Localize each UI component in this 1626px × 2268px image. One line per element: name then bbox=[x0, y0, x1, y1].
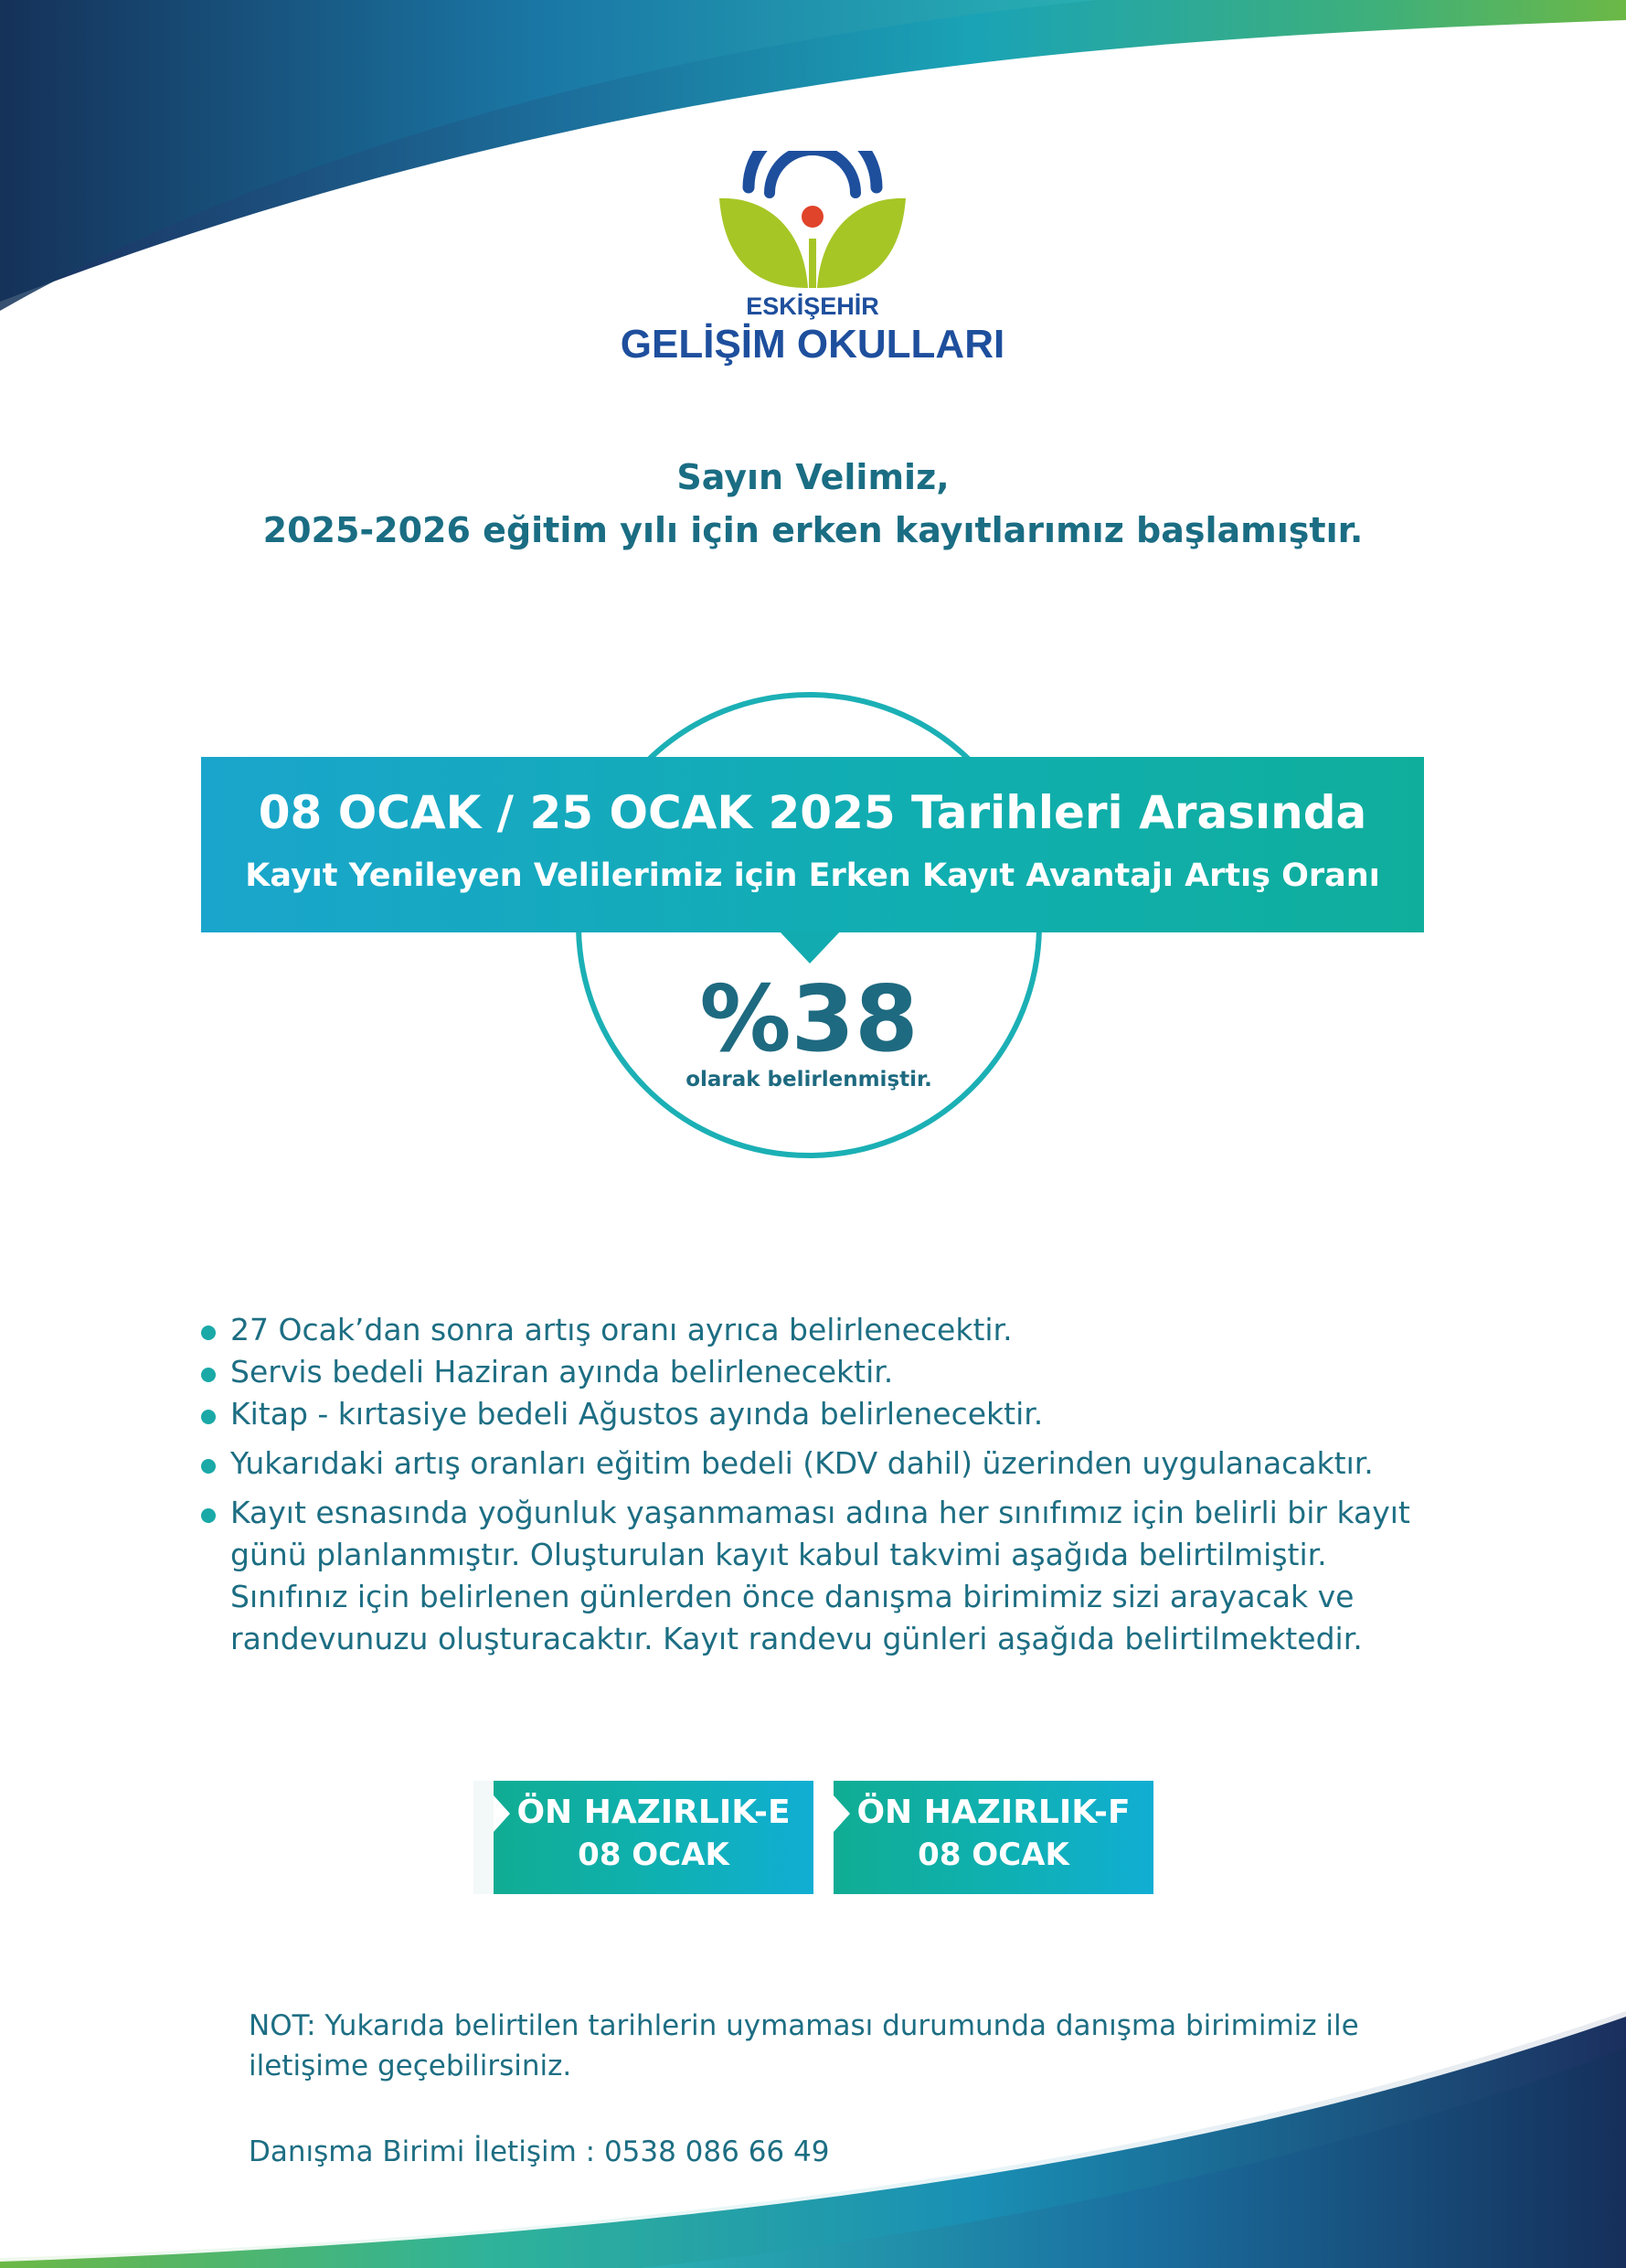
tag-notch bbox=[834, 1795, 850, 1832]
list-item: 27 Ocak’dan sonra artış oranı ayrıca belirlenecektir. bbox=[199, 1309, 1451, 1351]
banner-title: 08 OCAK / 25 OCAK 2025 Tarihleri Arasında bbox=[258, 786, 1367, 839]
contact-info: Danışma Birimi İletişim : 0538 086 66 49 bbox=[249, 2135, 830, 2168]
increase-rate: %38 bbox=[699, 965, 919, 1072]
note-text: NOT: Yukarıda belirtilen tarihlerin uymaması durumunda danışma birimimiz ile iletişime geçebilirsiniz. bbox=[249, 2009, 1359, 2082]
list-item: Kitap - kırtasiye bedeli Ağustos ayında belirlenecektir. bbox=[199, 1393, 1451, 1435]
tag-shadow bbox=[473, 1781, 494, 1894]
list-item: Servis bedeli Haziran ayında belirlenecektir. bbox=[199, 1351, 1451, 1393]
schedule-date: 08 OCAK bbox=[578, 1837, 729, 1873]
schedule-tag-on-hazirlik-f bbox=[834, 1781, 1153, 1894]
banner-pointer bbox=[779, 931, 841, 964]
tag-notch bbox=[494, 1795, 510, 1832]
schedule-date: 08 OCAK bbox=[918, 1837, 1069, 1873]
banner-subtitle: Kayıt Yenileyen Velilerimiz için Erken Kayıt Avantajı Artış Oranı bbox=[245, 857, 1380, 894]
info-list bbox=[199, 1309, 1451, 1660]
list-item: Kayıt esnasında yoğunluk yaşanmaması adına her sınıfımız için belirli bir kayıt günü planlanmıştır. Oluşturulan kayıt kabul takvimi aşağıda belirtilmiştir. Sınıfınız için belirlenen günlerden önce danışma birimimiz sizi arayacak ve randevunuzu oluşturacaktır. Kayıt randevu günleri aşağıda belirtilmektedir. bbox=[199, 1492, 1451, 1660]
schedule-class: ÖN HAZIRLIK-F bbox=[856, 1794, 1131, 1831]
greeting-line-2: 2025-2026 eğitim yılı için erken kayıtlarımız başlamıştır. bbox=[262, 510, 1364, 550]
increase-rate-note: olarak belirlenmiştir. bbox=[685, 1068, 932, 1091]
schedule-tag-on-hazirlik-e bbox=[494, 1781, 813, 1894]
schedule-class: ÖN HAZIRLIK-E bbox=[516, 1794, 791, 1831]
announcement-banner bbox=[201, 757, 1424, 932]
list-item: Yukarıdaki artış oranları eğitim bedeli (KDV dahil) üzerinden uygulanacaktır. bbox=[199, 1443, 1451, 1485]
greeting-line-1: Sayın Velimiz, bbox=[676, 457, 950, 497]
logo-subtitle: ESKİŞEHİR bbox=[746, 293, 879, 320]
logo-title: GELİŞİM OKULLARI bbox=[620, 322, 1005, 367]
